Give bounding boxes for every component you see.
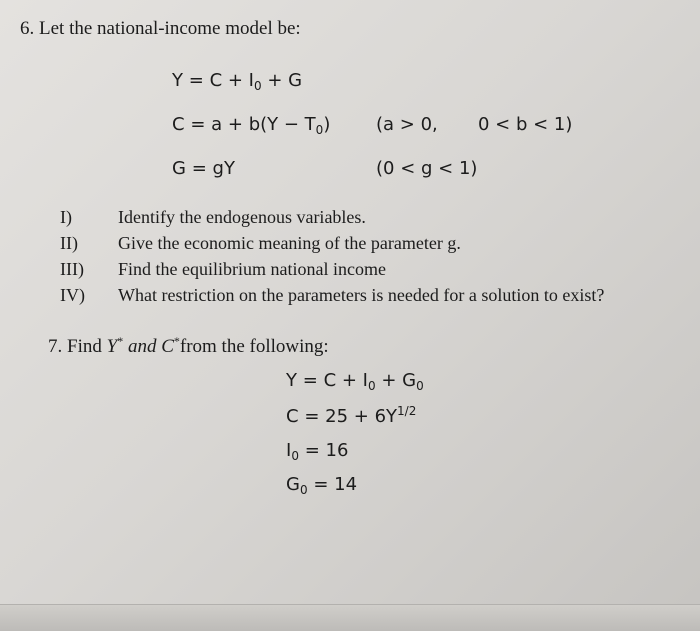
q6-title: 6. Let the national-income model be: [20, 18, 301, 39]
q6-equation-1: $Y = C + I_0 + G$ [172, 70, 303, 93]
page-bottom-edge [0, 604, 700, 631]
q6-item-3-text: Find the equilibrium national income [118, 259, 386, 279]
q6-condition-g: (0 < g < 1) [376, 158, 478, 179]
q7-equation-1: $Y = C + I_0 + G_0$ [286, 370, 424, 393]
q7-equation-4: $G_0 = 14$ [286, 474, 358, 497]
q6-condition-a: (a > 0, [376, 114, 438, 135]
q6-item-1-number: I) [60, 207, 72, 227]
q6-item-1-text: Identify the endogenous variables. [118, 207, 366, 227]
q6-equation-3: G = gY [172, 158, 235, 179]
q7-equation-2: $C = 25 + 6Y^{1/2}$ [286, 404, 417, 427]
q6-item-2-text: Give the economic meaning of the parameter g. [118, 233, 461, 253]
q6-condition-b: 0 < b < 1) [478, 114, 573, 135]
q6-item-4-number: IV) [60, 285, 85, 305]
q6-item-3-number: III) [60, 259, 84, 279]
q7-equation-3: $I_0 = 16$ [286, 440, 349, 463]
q6-item-4-text: What restriction on the parameters is needed for a solution to exist? [118, 285, 605, 305]
q6-item-2-number: II) [60, 233, 78, 253]
q6-equation-2: $C = a + b(Y - T_0)$ [172, 114, 331, 137]
q7-title: 7. Find Y* and C*from the following: [48, 334, 329, 357]
